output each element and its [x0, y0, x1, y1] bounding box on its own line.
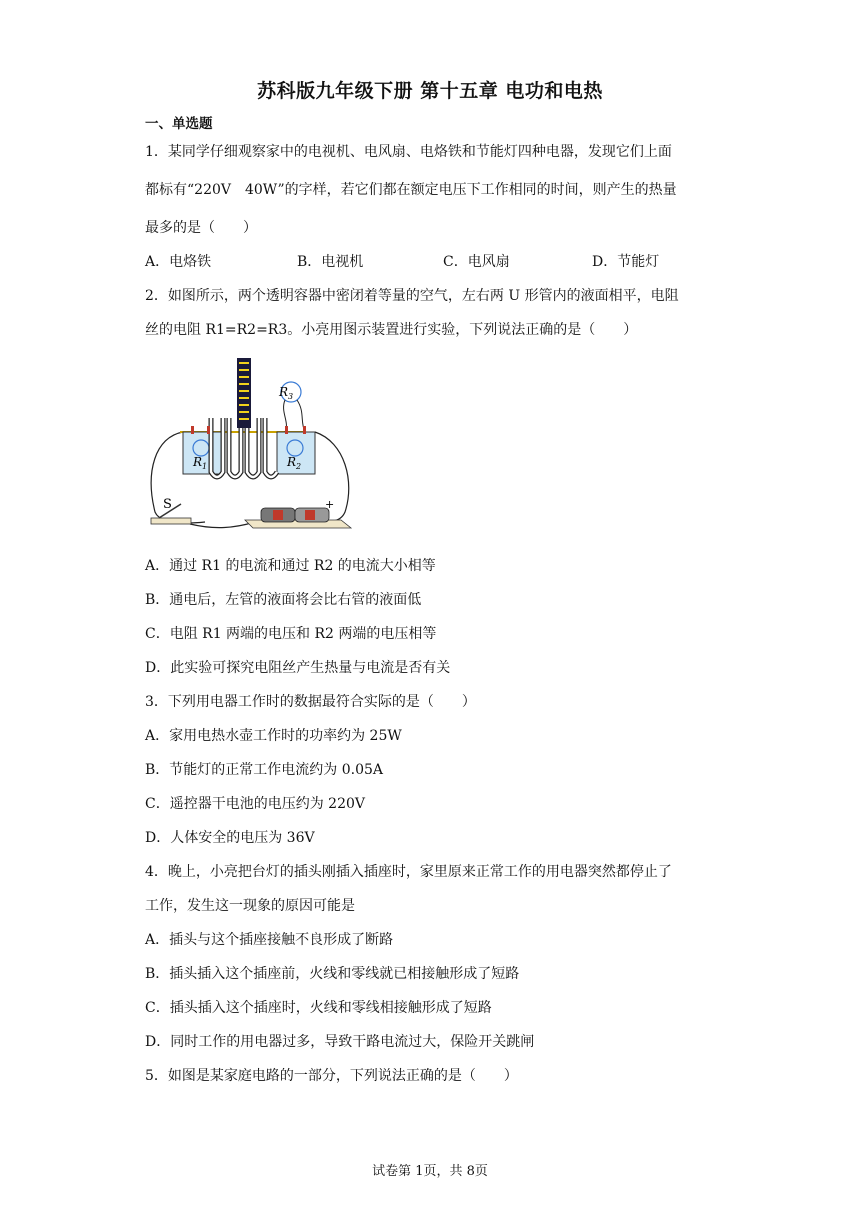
page-title: 苏科版九年级下册 第十五章 电功和电热: [257, 80, 603, 102]
q2-line-2: 丝的电阻 R1=R2=R3。小亮用图示装置进行实验，下列说法正确的是（ ）: [145, 322, 638, 338]
q2-option-d: D．此实验可探究电阻丝产生热量与电流是否有关: [145, 660, 451, 676]
label-r3: $R_3$: [279, 385, 294, 401]
section-heading: 一、单选题: [145, 116, 213, 132]
q4-option-b: B．插头插入这个插座前，火线和零线就已相接触形成了短路: [145, 966, 520, 982]
q5-stem: 5．如图是某家庭电路的一部分，下列说法正确的是（ ）: [145, 1068, 518, 1084]
circuit-diagram: [145, 352, 357, 538]
q2-option-b: B．通电后，左管的液面将会比右管的液面低: [145, 592, 422, 608]
q3-option-a: A．家用电热水壶工作时的功率约为 25W: [145, 728, 402, 744]
q1-line-1: 1．某同学仔细观察家中的电视机、电风扇、电烙铁和节能灯四种电器，发现它们上面: [145, 144, 672, 160]
q4-option-d: D．同时工作的用电器过多，导致干路电流过大，保险开关跳闸: [145, 1034, 535, 1050]
label-switch: S: [163, 497, 172, 512]
q3-option-d: D．人体安全的电压为 36V: [145, 830, 315, 846]
q2-option-c: C．电阻 R1 两端的电压和 R2 两端的电压相等: [145, 626, 437, 642]
page-footer: 试卷第 1页，共 8页: [372, 1164, 488, 1179]
q3-option-b: B．节能灯的正常工作电流约为 0.05A: [145, 762, 384, 778]
q2-line-1: 2．如图所示，两个透明容器中密闭着等量的空气，左右两 U 形管内的液面相平，电阻: [145, 288, 679, 304]
q3-stem: 3．下列用电器工作时的数据最符合实际的是（ ）: [145, 694, 476, 710]
q4-line-1: 4．晚上，小亮把台灯的插头刚插入插座时，家里原来正常工作的用电器突然都停止了: [145, 864, 672, 880]
q2-circuit-figure: [145, 352, 357, 538]
q1-option-a: A．电烙铁: [145, 254, 212, 270]
label-r1: $R_1$: [193, 455, 208, 471]
q4-option-a: A．插头与这个插座接触不良形成了断路: [145, 932, 394, 948]
label-plus: +: [325, 498, 335, 511]
label-r2: $R_2$: [287, 455, 302, 471]
q3-option-c: C．遥控器干电池的电压约为 220V: [145, 796, 365, 812]
q1-option-d: D．节能灯: [592, 254, 660, 270]
q4-line-2: 工作，发生这一现象的原因可能是: [145, 898, 355, 914]
q1-line-2: 都标有“220V 40W”的字样，若它们都在额定电压下工作相同的时间，则产生的热量: [145, 182, 677, 198]
q1-option-c: C．电风扇: [443, 254, 510, 270]
q4-option-c: C．插头插入这个插座时，火线和零线相接触形成了短路: [145, 1000, 492, 1016]
q1-line-3: 最多的是（ ）: [145, 220, 257, 236]
q1-option-b: B．电视机: [297, 254, 364, 270]
q2-option-a: A．通过 R1 的电流和通过 R2 的电流大小相等: [145, 558, 436, 574]
